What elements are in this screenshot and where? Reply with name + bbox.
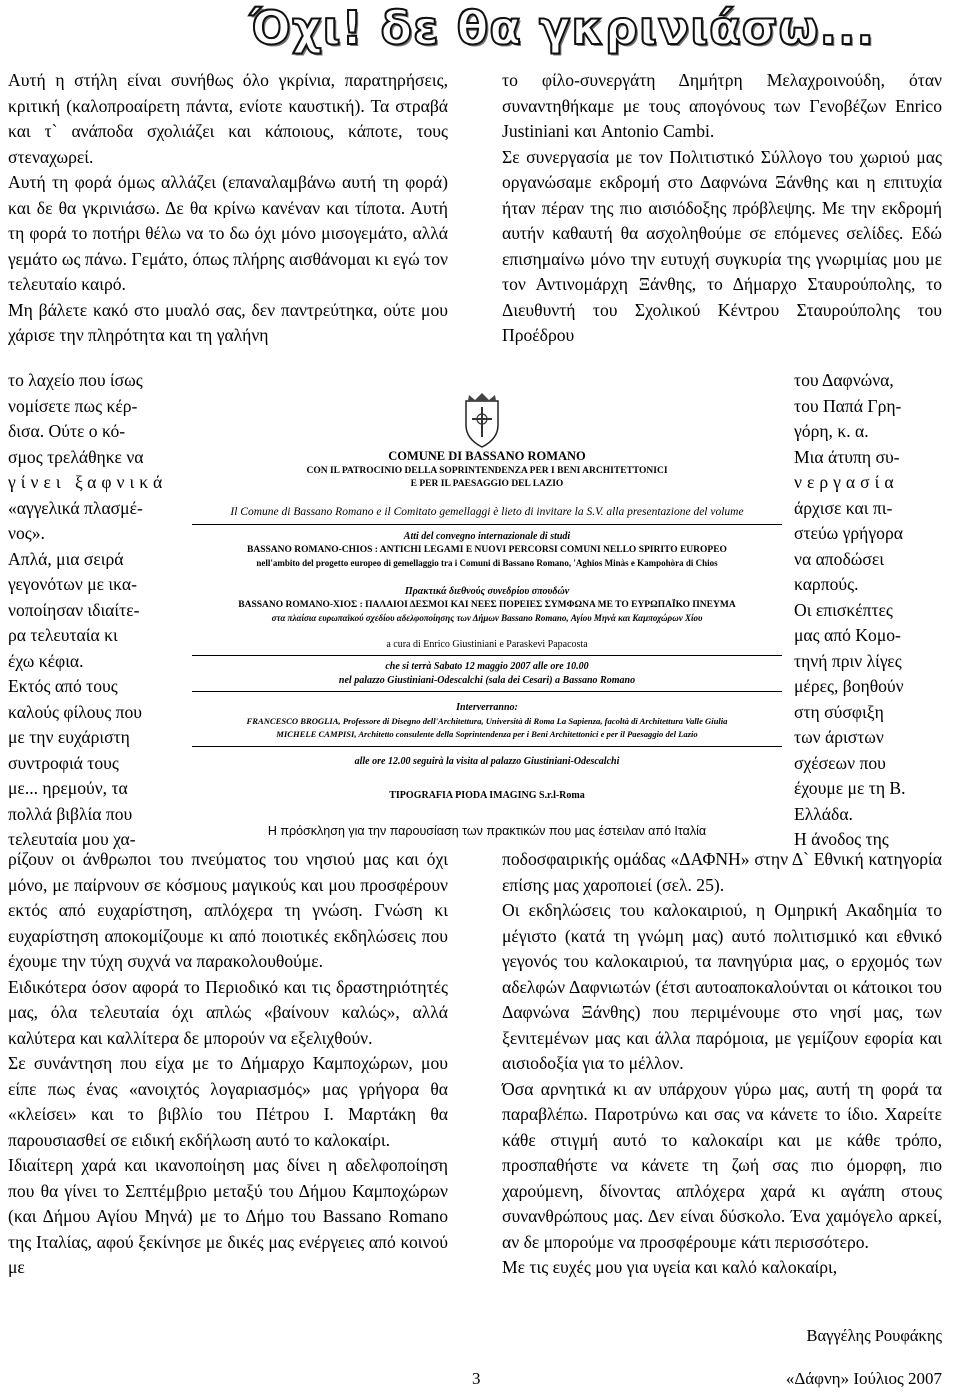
invitation-image [192,373,782,826]
text-line: νοποίησαν ιδιαίτε- [8,599,140,620]
text-line: ρα τελευταία κι [8,625,118,645]
image-caption: Η πρόσκληση για την παρουσίαση των πρακτικών που μας έστειλαν από Ιταλία [267,824,707,838]
author-signature: Βαγγέλης Ρουφάκης [806,1326,942,1345]
text-line: Εκτός από τους [8,676,118,696]
right-column-top [502,68,942,349]
left-column-top [8,68,448,349]
text-line: νεργασία [794,472,899,492]
divider [192,655,782,656]
text-line: με την ευχάριστη [8,727,130,747]
text-line: τελευταία μου χα- [8,829,136,849]
text-line: των άριστων [794,727,884,747]
text-line: νομίσετε πως κέρ- [8,395,138,416]
invite-line: Interverranno: [456,702,518,713]
text-line: το λαχείο που ίσως [8,370,143,390]
invite-line: Atti del convegno internazionale di studi [403,531,571,542]
text-line: Απλά, μια σειρά [8,548,124,569]
invite-line: CON IL PATROCINIO DELLA SOPRINTENDENZA PER I BENI ARCHITETTONICI [306,466,668,476]
invite-line: BASSANO ROMANO-CHIOS : ANTICHI LEGAMI E NUOVI PERCORSI COMUNI NELLO SPIRITO EUROPEO [247,545,727,555]
coat-of-arms-icon [460,391,504,449]
invite-line: alle ore 12.00 seguirà la visita al palazzo Giustiniani-Odescalchi [354,756,620,767]
text-line: σμος τρελάθηκε να [8,446,144,467]
text-line: έχουμε με τη Β. [794,778,906,798]
column-title: Όχι! δε θα γκρινιάσω... [250,1,875,55]
text-line: μέρες, βοηθούν [794,676,904,696]
invite-line: Πρακτικά διεθνούς συνεδρίου σπουδών [404,586,570,597]
paragraph: Μη βάλετε κακό στο μυαλό σας, δεν παντρεύτηκα, ούτε μου χάρισε την πληρότητα και τη γαλήνη [8,299,448,345]
paragraph: ρίζουν οι άνθρωποι του πνεύματος του νησιού μας και όχι μόνο, με παίρνουν σε κόσμους μαγικούς και μου προσφέρουν εκτός από ευχαρίστηση, απλόχερα τη γνώση. Γνώση κι ευχαρίστηση αποκομίζουμε κι από ποιοτικές εκδηλώσεις που έχουμε την τύχη συχνά να παρακολουθούμε. [8,849,448,971]
invite-line: che si terrà Sabato 12 maggio 2007 alle ore 10.00 [385,661,589,672]
divider [192,524,782,525]
divider [192,691,782,692]
text-line: Μια άτυπη συ- [794,446,900,467]
text-line: καλούς φίλους που [8,701,143,722]
invite-line: MICHELE CAMPISI, Architetto consulente della Soprintendenza per i Beni Architettonici e per il Paesaggio del Lazio [276,729,698,739]
text-line: δισα. Ούτε ο κό- [8,421,126,441]
right-column-bottom [502,847,942,1281]
text-line: «αγγελικά πλασμέ- [8,497,143,518]
page-number: 3 [472,1369,481,1388]
invite-line: στα πλαίσια ευρωπαϊκού σχεδίου αδελφοποίησης των Δήμων Bassano Romano, Αγίου Μηνά και Καμποχώρων Χίου [271,613,703,623]
paragraph: Σε συνάντηση που είχα με το Δήμαρχο Καμποχώρων, μου είπε πως ένας «ανοιχτός λογαριασμός» μας γρήγορα θα «κλείσει» και το βιβλίο του Πέτρου Ι. Μαρτάκη θα παρουσιασθεί σε ειδική εκδήλωση αυτό το καλοκαίρι. [8,1053,448,1150]
text-line: του Δαφνώνα, [794,370,894,390]
text-line: του Παπά Γρη- [794,395,902,416]
paragraph: Όσα αρνητικά κι αν υπάρχουν γύρω μας, αυτή τη φορά τα παραβλέπω. Παροτρύνω και σας να κάνετε το ίδιο. Χαρείτε κάθε στιγμή αυτό το καλοκαίρι και με κάθε τρόπο, προσπαθήστε να κάνετε τη ζωή σας πιο όμορφη, πιο χαρούμενη, δίνοντας απλόχερα χαρά κι αγάπη στους συνανθρώπους μας. Δεν είναι δύσκολο. Ένα χαμόγελο αρκεί, αν δε μπορούμε να προσφέρουμε κάτι περισσότερο. [502,1078,942,1252]
paragraph: Αυτή τη φορά όμως αλλάζει (επαναλαμβάνω αυτή τη φορά) και δε θα γκρινιάσω. Δε θα κρίνω κανέναν και τίποτα. Αυτή τη φορά το ποτήρι θέλω να το δω όχι μόνο μισογεμάτο, αλλά γεμάτο ως πάνω. Γεμάτο, όπως πλήρης αισθάνομαι κι εγώ τον τελευταίο καιρό. [8,172,448,294]
paragraph: Με τις ευχές μου για υγεία και καλό καλοκαίρι, [502,1257,838,1277]
text-line: συντροφιά τους [8,752,119,773]
text-line: τηνή πριν λίγες [794,650,902,671]
paragraph: Ιδιαίτερη χαρά και ικανοποίηση μας δίνει η αδελφοποίηση που θα γίνει το Σεπτέμβριο μεταξύ του Δήμου Καμποχώρων (και Δήμου Αγίου Μηνά) με το Δήμο του Bassano Romano της Ιταλίας, αφού ξεκίνησε με δικές μας ενέργειες από κοινού με [8,1155,448,1277]
text-line: γεγονότων με ικα- [8,574,137,594]
text-line: στεύω γρήγορα [794,523,903,543]
invite-line: BASSANO ROMANO-ΧΙΟΣ : ΠΑΛΑΙΟΙ ΔΕΣΜΟΙ ΚΑΙ ΝΕΕΣ ΠΟΡΕΙΕΣ ΣΥΜΦΩΝΑ ΜΕ ΤΟ ΕΥΡΩΠΑΪΚΟ ΠΝΕΥΜΑ [238,600,736,610]
paragraph: Ειδικότερα όσον αφορά το Περιοδικό και τις δραστηριότητές μας, όλα τελευταία όχι απλώς «βαίνουν καλώς», αλλά καλύτερα και καλλίτερα δε μπορούν να εξελιχθούν. [8,976,448,1048]
text-line: μας από Κομο- [794,625,901,645]
text-line: με... ηρεμούν, τα [8,778,128,798]
text-line: πολλά βιβλία που [8,803,133,824]
paragraph: Αυτή η στήλη είναι συνήθως όλο γκρίνια, παρατηρήσεις, κριτική (καλοπροαίρετη πάντα, ενίοτε καυστική). Τα στραβά και τ` ανάποδα σχολιάζει και κάποιους, κάποτε, τους στεναχωρεί. [8,70,448,167]
text-line: σχέσεων που [794,752,886,773]
left-column-bottom [8,847,448,1281]
paragraph: ποδοσφαιρικής ομάδας «ΔΑΦΝΗ» στην Δ` Εθνική κατηγορία επίσης μας χαροποιεί (σελ. 25). [502,849,942,895]
text-line: Η άνοδος της [794,829,889,849]
invite-line: nel palazzo Giustiniani-Odescalchi (sala dei Cesari) a Bassano Romano [338,675,636,686]
text-line: γόρη, κ. α. [794,421,869,441]
invite-line: Il Comune di Bassano Romano e il Comitato gemellaggi è lieto di invitare la S.V. alla presentazione del volume [230,506,744,518]
text-line: να αποδώσει [794,548,884,569]
magazine-issue: «Δάφνη» Ιούλιος 2007 [785,1369,942,1388]
right-column-wrap [794,368,942,853]
paragraph: Οι εκδηλώσεις του καλοκαιριού, η Ομηρική Ακαδημία το μέγιστο (κατά τη γνώμη μας) αυτό πολιτισμικό και εθνικό γεγονός του καλοκαιριού, τα πανηγύρια μας, ο ερχομός των αδελφών Δαφνιωτών (έτσι αυτοαποκαλούνται οι κάτοικοι του Δαφνώνα Ξάνθης) που περιμένουμε στο νησί μας, των ξενιτεμένων μας και άλλα παρόμοια, με γεμίζουν εφορία και αισιοδοξία για το μέλλον. [502,900,942,1073]
paragraph: Σε συνεργασία με τον Πολιτιστικό Σύλλογο του χωριού μας οργανώσαμε εκδρομή στο Δαφνώνα Ξάνθης και η επιτυχία ήταν πέραν της πιο αισιόδοξης πρόβλεψης. Με την εκδρομή αυτήν καθαυτή θα ασχοληθούμε σε επόμενες σελίδες. Εδώ επισημαίνω μόνο την ευτυχή συγκυρία της γνωριμίας μου με τον Αντινομάρχη Ξάνθης, το Δήμαρχο Σταυρούπολης, το Διευθυντή του Σχολικού Κέντρου Σταυρούπολης του Προέδρου [502,146,942,345]
text-line: νος». [8,523,45,543]
text-line: στη σύσφιξη [794,701,884,722]
text-line: άρχισε και πι- [794,497,893,518]
text-line: καρπούς. [794,574,859,594]
text-line: Ελλάδα. [794,803,853,824]
text-line: γίνει ξαφνικά [8,472,168,492]
invite-line: TIPOGRAFIA PIODA IMAGING S.r.l-Roma [389,790,585,801]
invite-line: E PER IL PAESAGGIO DEL LAZIO [410,479,564,489]
left-column-wrap [8,368,186,853]
text-line: έχω κέφια. [8,650,84,671]
invite-line: a cura di Enrico Giustiniani e Paraskevi Papacosta [386,639,588,650]
invite-line: FRANCESCO BROGLIA, Professore di Disegno dell'Architettura, Università di Roma La Sapienza, facoltà di Architettura Valle Giulia [246,716,728,726]
invite-line: COMUNE DI BASSANO ROMANO [388,449,586,463]
text-line: Οι επισκέπτες [794,599,893,620]
invite-line: nell'ambito del progetto europeo di gemellaggio tra i Comuni di Bassano Romano, 'Aghios Minàs e Kampohòra di Chios [256,558,718,568]
paragraph: το φίλο-συνεργάτη Δημήτρη Μελαχροινούδη, όταν συναντηθήκαμε με τους απογόνους των Γενοβέζων Enrico Justiniani και Antonio Cambi. [502,70,942,141]
divider [192,746,782,747]
